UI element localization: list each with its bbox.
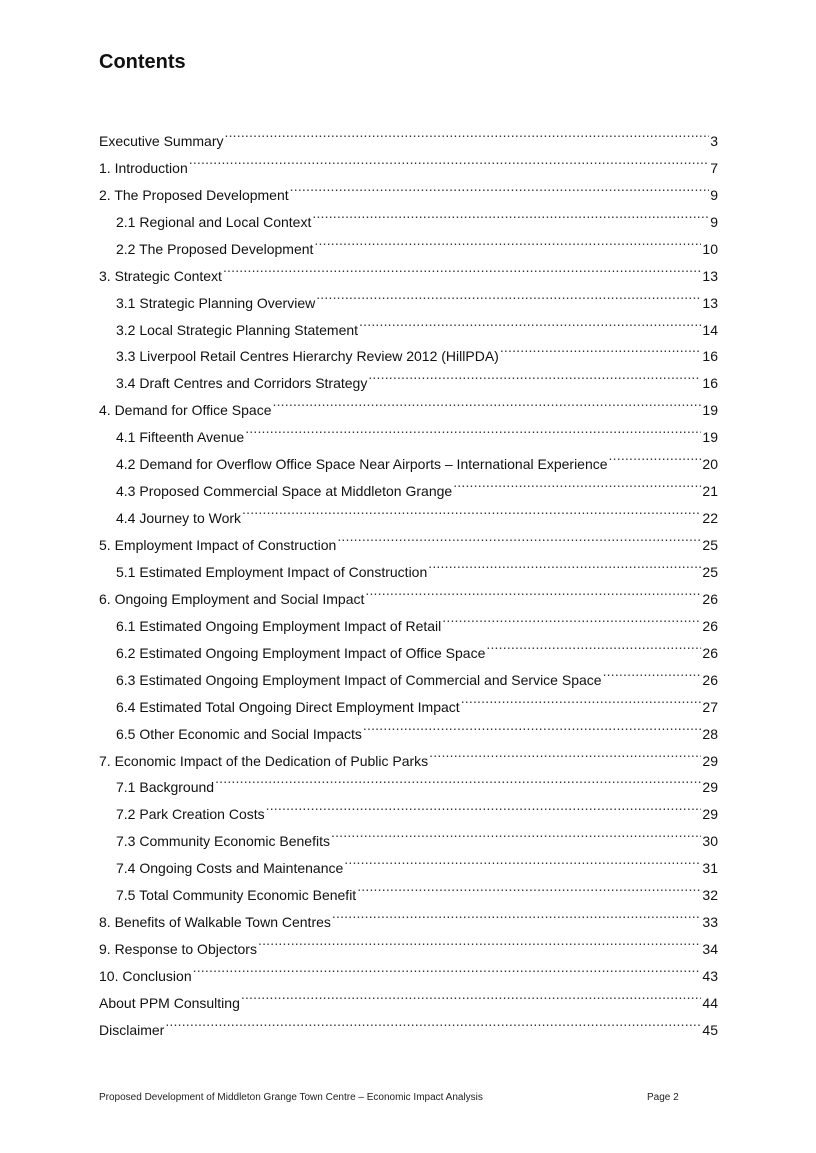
toc-entry-label: 7.1 Background xyxy=(116,779,215,796)
footer-page-number: Page 2 xyxy=(647,1092,679,1103)
toc-dot-leader xyxy=(363,712,702,739)
toc-entry-page-number: 25 xyxy=(702,537,718,553)
toc-dot-leader xyxy=(189,146,709,173)
toc-entry-page-number: 31 xyxy=(702,860,718,877)
toc-entry-label: 3.1 Strategic Planning Overview xyxy=(116,294,316,311)
toc-entry-page-number: 29 xyxy=(702,779,718,796)
toc-entry-label: 10. Conclusion xyxy=(99,968,192,984)
toc-entry-page-number: 28 xyxy=(702,725,718,742)
toc-entry[interactable] xyxy=(99,954,718,984)
toc-dot-leader xyxy=(165,1008,701,1035)
toc-dot-leader xyxy=(337,523,701,550)
toc-entry-page-number: 30 xyxy=(702,833,718,850)
toc-dot-leader xyxy=(331,819,701,846)
toc-entry-label: 4.1 Fifteenth Avenue xyxy=(116,429,245,446)
toc-entry-page-number: 7 xyxy=(710,159,718,176)
toc-dot-leader xyxy=(500,335,702,362)
toc-entry-page-number: 44 xyxy=(702,994,718,1011)
toc-dot-leader xyxy=(290,173,710,200)
toc-entry-page-number: 3 xyxy=(710,132,718,149)
toc-entry-label: Executive Summary xyxy=(99,132,224,149)
toc-entry-page-number: 34 xyxy=(702,941,718,958)
toc-entry-page-number: 10 xyxy=(702,240,718,257)
toc-entry-label: 3. Strategic Context xyxy=(99,267,222,284)
toc-dot-leader xyxy=(242,496,701,523)
toc-entry-label: 7. Economic Impact of the Dedication of Public Parks xyxy=(99,752,429,769)
toc-entry-page-number: 19 xyxy=(702,429,718,446)
toc-dot-leader xyxy=(332,900,702,927)
toc-dot-leader xyxy=(609,442,702,469)
toc-entry-page-number: 43 xyxy=(702,968,718,984)
toc-entry-page-number: 27 xyxy=(702,698,718,715)
toc-entry-label: 3.2 Local Strategic Planning Statement xyxy=(116,321,359,338)
toc-entry-label: 2. The Proposed Development xyxy=(99,186,289,203)
toc-entry[interactable] xyxy=(99,146,718,176)
toc-entry-page-number: 21 xyxy=(702,483,718,500)
toc-entry-page-number: 26 xyxy=(702,671,718,688)
toc-dot-leader xyxy=(223,254,701,281)
toc-entry-label: 6.2 Estimated Ongoing Employment Impact of Office Space xyxy=(116,644,486,661)
toc-entry-page-number: 9 xyxy=(710,213,718,230)
toc-entry-label: 2.1 Regional and Local Context xyxy=(116,213,312,230)
toc-dot-leader xyxy=(258,927,701,954)
toc-dot-leader xyxy=(245,415,701,442)
toc-dot-leader xyxy=(193,954,702,981)
toc-dot-leader xyxy=(486,631,701,658)
toc-dot-leader xyxy=(316,281,701,308)
toc-entry-label: 8. Benefits of Walkable Town Centres xyxy=(99,914,331,931)
toc-entry-page-number: 45 xyxy=(702,1021,718,1038)
toc-entry-page-number: 13 xyxy=(702,267,718,284)
toc-dot-leader xyxy=(368,361,701,388)
toc-dot-leader xyxy=(314,227,701,254)
toc-dot-leader xyxy=(273,388,702,415)
toc-entry-label: 3.3 Liverpool Retail Centres Hierarchy Review 2012 (HillPDA) xyxy=(116,348,499,365)
table-of-contents xyxy=(99,119,718,1038)
toc-entry-page-number: 26 xyxy=(702,617,718,634)
toc-entry-page-number: 26 xyxy=(702,644,718,661)
toc-entry-label: About PPM Consulting xyxy=(99,994,240,1011)
toc-dot-leader xyxy=(442,604,701,631)
toc-entry-page-number: 16 xyxy=(702,348,718,365)
toc-entry[interactable] xyxy=(99,173,718,203)
toc-entry-label: 9. Response to Objectors xyxy=(99,941,257,958)
toc-dot-leader xyxy=(428,550,701,577)
toc-entry-page-number: 32 xyxy=(702,887,718,904)
toc-entry-label: 4.3 Proposed Commercial Space at Middleton Grange xyxy=(116,483,453,500)
toc-entry-label: 1. Introduction xyxy=(99,159,188,176)
toc-entry-page-number: 16 xyxy=(702,375,718,392)
toc-dot-leader xyxy=(603,658,702,685)
toc-dot-leader xyxy=(357,873,701,900)
toc-entry-label: 4.2 Demand for Overflow Office Space Near Airports – International Experience xyxy=(116,456,608,473)
toc-entry-label: 6.3 Estimated Ongoing Employment Impact of Commercial and Service Space xyxy=(116,671,602,688)
toc-entry-page-number: 22 xyxy=(702,510,718,527)
toc-dot-leader xyxy=(215,766,701,793)
toc-entry-page-number: 29 xyxy=(702,806,718,823)
toc-entry-label: 7.3 Community Economic Benefits xyxy=(116,833,330,850)
toc-dot-leader xyxy=(266,792,702,819)
toc-entry-page-number: 33 xyxy=(702,914,718,931)
toc-entry-label: 7.2 Park Creation Costs xyxy=(116,806,265,823)
toc-dot-leader xyxy=(365,577,701,604)
toc-entry-page-number: 29 xyxy=(702,752,718,769)
toc-entry-label: 6.1 Estimated Ongoing Employment Impact of Retail xyxy=(116,617,442,634)
toc-entry-label: Disclaimer xyxy=(99,1021,165,1038)
toc-entry[interactable] xyxy=(99,1008,718,1038)
toc-dot-leader xyxy=(429,739,701,766)
toc-dot-leader xyxy=(312,200,709,227)
toc-entry-label: 2.2 The Proposed Development xyxy=(116,240,314,257)
toc-entry-page-number: 13 xyxy=(702,294,718,311)
toc-entry-label: 7.5 Total Community Economic Benefit xyxy=(116,887,357,904)
toc-entry-label: 6.5 Other Economic and Social Impacts xyxy=(116,725,362,742)
toc-entry-label: 5. Employment Impact of Construction xyxy=(99,537,337,553)
toc-entry-label: 7.4 Ongoing Costs and Maintenance xyxy=(116,860,344,877)
toc-entry-label: 5.1 Estimated Employment Impact of Construction xyxy=(116,563,428,580)
toc-entry-page-number: 20 xyxy=(702,456,718,473)
toc-dot-leader xyxy=(461,685,702,712)
toc-dot-leader xyxy=(359,308,701,335)
toc-entry-page-number: 25 xyxy=(702,563,718,580)
toc-entry-page-number: 19 xyxy=(702,402,718,419)
toc-entry-label: 3.4 Draft Centres and Corridors Strategy xyxy=(116,375,368,392)
toc-dot-leader xyxy=(453,469,701,496)
toc-entry-page-number: 14 xyxy=(702,321,718,338)
toc-entry-label: 6.4 Estimated Total Ongoing Direct Employment Impact xyxy=(116,698,460,715)
toc-entry-label: 4.4 Journey to Work xyxy=(116,510,242,527)
toc-dot-leader xyxy=(241,981,702,1008)
toc-entry-page-number: 9 xyxy=(710,186,718,203)
page-title: Contents xyxy=(99,51,186,73)
toc-entry-label: 4. Demand for Office Space xyxy=(99,402,272,419)
toc-entry[interactable] xyxy=(99,119,718,149)
toc-entry-label: 6. Ongoing Employment and Social Impact xyxy=(99,590,365,607)
toc-dot-leader xyxy=(224,119,709,146)
toc-entry-page-number: 26 xyxy=(702,590,718,607)
footer-document-title: Proposed Development of Middleton Grange Town Centre – Economic Impact Analysis xyxy=(99,1092,483,1103)
toc-dot-leader xyxy=(344,846,701,873)
